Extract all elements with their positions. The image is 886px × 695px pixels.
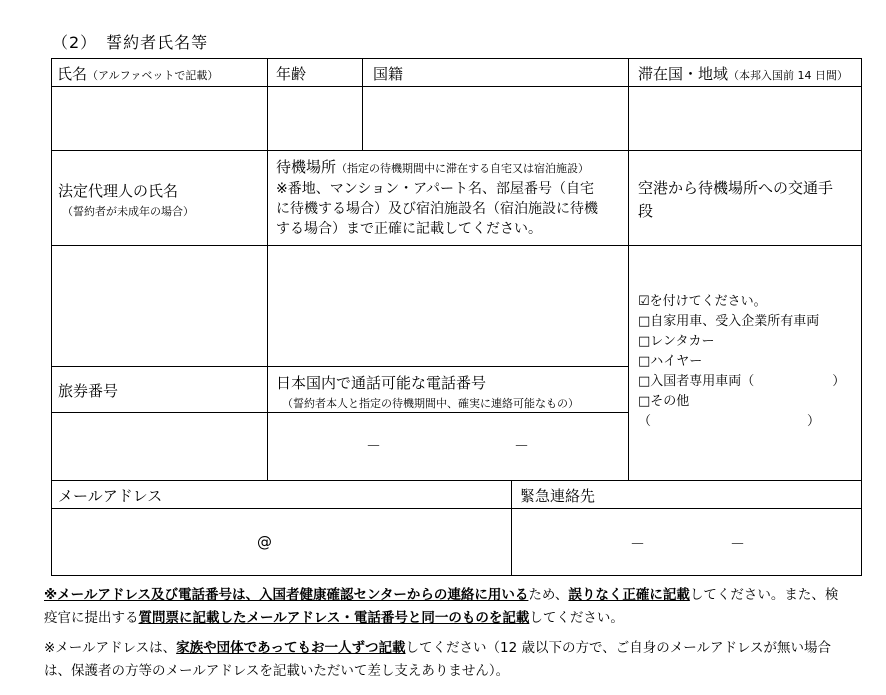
waiting-place-line2: に待機する場合）及び宿泊施設名（宿泊施設に待機 (276, 201, 598, 217)
email-input-cell[interactable] (52, 509, 511, 575)
nationality-header: 国籍 (373, 65, 404, 83)
emergency-dash-1: － (630, 535, 646, 553)
transport-options (638, 292, 845, 432)
note1-text-d: してくださ (689, 587, 758, 603)
phone-dash-1: － (366, 437, 382, 455)
phone-note: （誓約者本人と指定の待機期間中、確実に連絡可能なもの） (282, 397, 579, 410)
transport-header (638, 177, 833, 223)
note2-bold-b: 家族や団体であってもお一人ずつ記載 (176, 640, 406, 656)
note2-text-c: してください（12 歳以下の方で、ご自身のメールアドレ (405, 640, 751, 656)
note1-bold-f: 質問票に記載したメールアドレス・電話番号と同一のものを記載 (138, 610, 530, 626)
phone-label: 日本国内で通話可能な電話番号 (276, 374, 487, 392)
transport-option-hire-car[interactable]: □ハイヤー (638, 354, 703, 369)
transport-option-dedicated-vehicle[interactable]: □入国者専用車両（ ） (638, 374, 846, 389)
transport-instruction: ☑を付けてください。 (638, 294, 767, 309)
stay-country-label: 滞在国・地域 (638, 65, 729, 83)
phone-dash-2: － (514, 437, 530, 455)
emergency-dash-2: － (730, 535, 746, 553)
stay-country-input-cell[interactable] (629, 87, 861, 150)
transport-option-other[interactable]: □その他 (638, 394, 690, 409)
phone-input-cell[interactable] (268, 413, 628, 480)
legal-rep-input-cell[interactable] (52, 246, 267, 366)
name-label: 氏名 (57, 65, 88, 83)
email-at-sign: @ (257, 533, 272, 551)
passport-label: 旅券番号 (58, 382, 119, 400)
note1-bold-a: ※メールアドレス及び電話番号は、入国者健康確認センターからの連絡に用いる (44, 587, 529, 603)
transport-option-other-paren[interactable]: （ ） (638, 414, 821, 429)
note2-text-d: スが無い場合は、保護者の方等のメールアドレスを記載いただいて差し支えありません）。 (44, 640, 832, 679)
transport-line2: 段 (638, 202, 654, 220)
note1-text-e: い。また、検疫官に提出する (44, 587, 839, 626)
note1-text-g: してください。 (529, 610, 624, 626)
waiting-place-label: 待機場所 (276, 158, 337, 176)
passport-input-cell[interactable] (52, 413, 267, 480)
transport-option-own-car[interactable]: □自家用車、受入企業所有車両 (638, 314, 820, 329)
legal-rep-note: （誓約者が未成年の場合） (62, 205, 194, 218)
stay-country-note: （本邦入国前 14 日間） (728, 69, 849, 82)
waiting-place-header (276, 156, 589, 177)
note-contact-accuracy (44, 584, 844, 630)
note2-text-a: ※メールアドレスは、 (44, 640, 177, 656)
email-label: メールアドレス (58, 487, 163, 505)
waiting-place-note: （指定の待機期間中に滞在する自宅又は宿泊施設） (336, 162, 590, 175)
note-email-per-person (44, 637, 844, 683)
waiting-place-instructions (276, 179, 598, 239)
name-header (57, 63, 218, 84)
waiting-place-input-cell[interactable] (268, 246, 628, 366)
note1-bold-c: 誤りなく正確に記載 (568, 587, 690, 603)
note1-text-b: ため、 (528, 587, 569, 603)
waiting-place-line1: ※番地、マンション・アパート名、部屋番号（自宅 (276, 181, 594, 197)
transport-option-rental-car[interactable]: □レンタカー (638, 334, 715, 349)
name-input-cell[interactable] (52, 87, 267, 150)
legal-rep-label: 法定代理人の氏名 (58, 182, 179, 200)
waiting-place-line3: する場合）まで正確に記載してください。 (276, 221, 542, 237)
age-input-cell[interactable] (268, 87, 362, 150)
stay-country-header (638, 63, 848, 84)
emergency-contact-input-cell[interactable] (512, 509, 861, 575)
transport-line1: 空港から待機場所への交通手 (638, 179, 834, 197)
section-title: （2） 誓約者氏名等 (52, 33, 209, 52)
emergency-contact-label: 緊急連絡先 (520, 487, 596, 505)
name-note: （アルファベットで記載） (87, 69, 219, 82)
nationality-input-cell[interactable] (363, 87, 628, 150)
age-header: 年齢 (276, 65, 307, 83)
